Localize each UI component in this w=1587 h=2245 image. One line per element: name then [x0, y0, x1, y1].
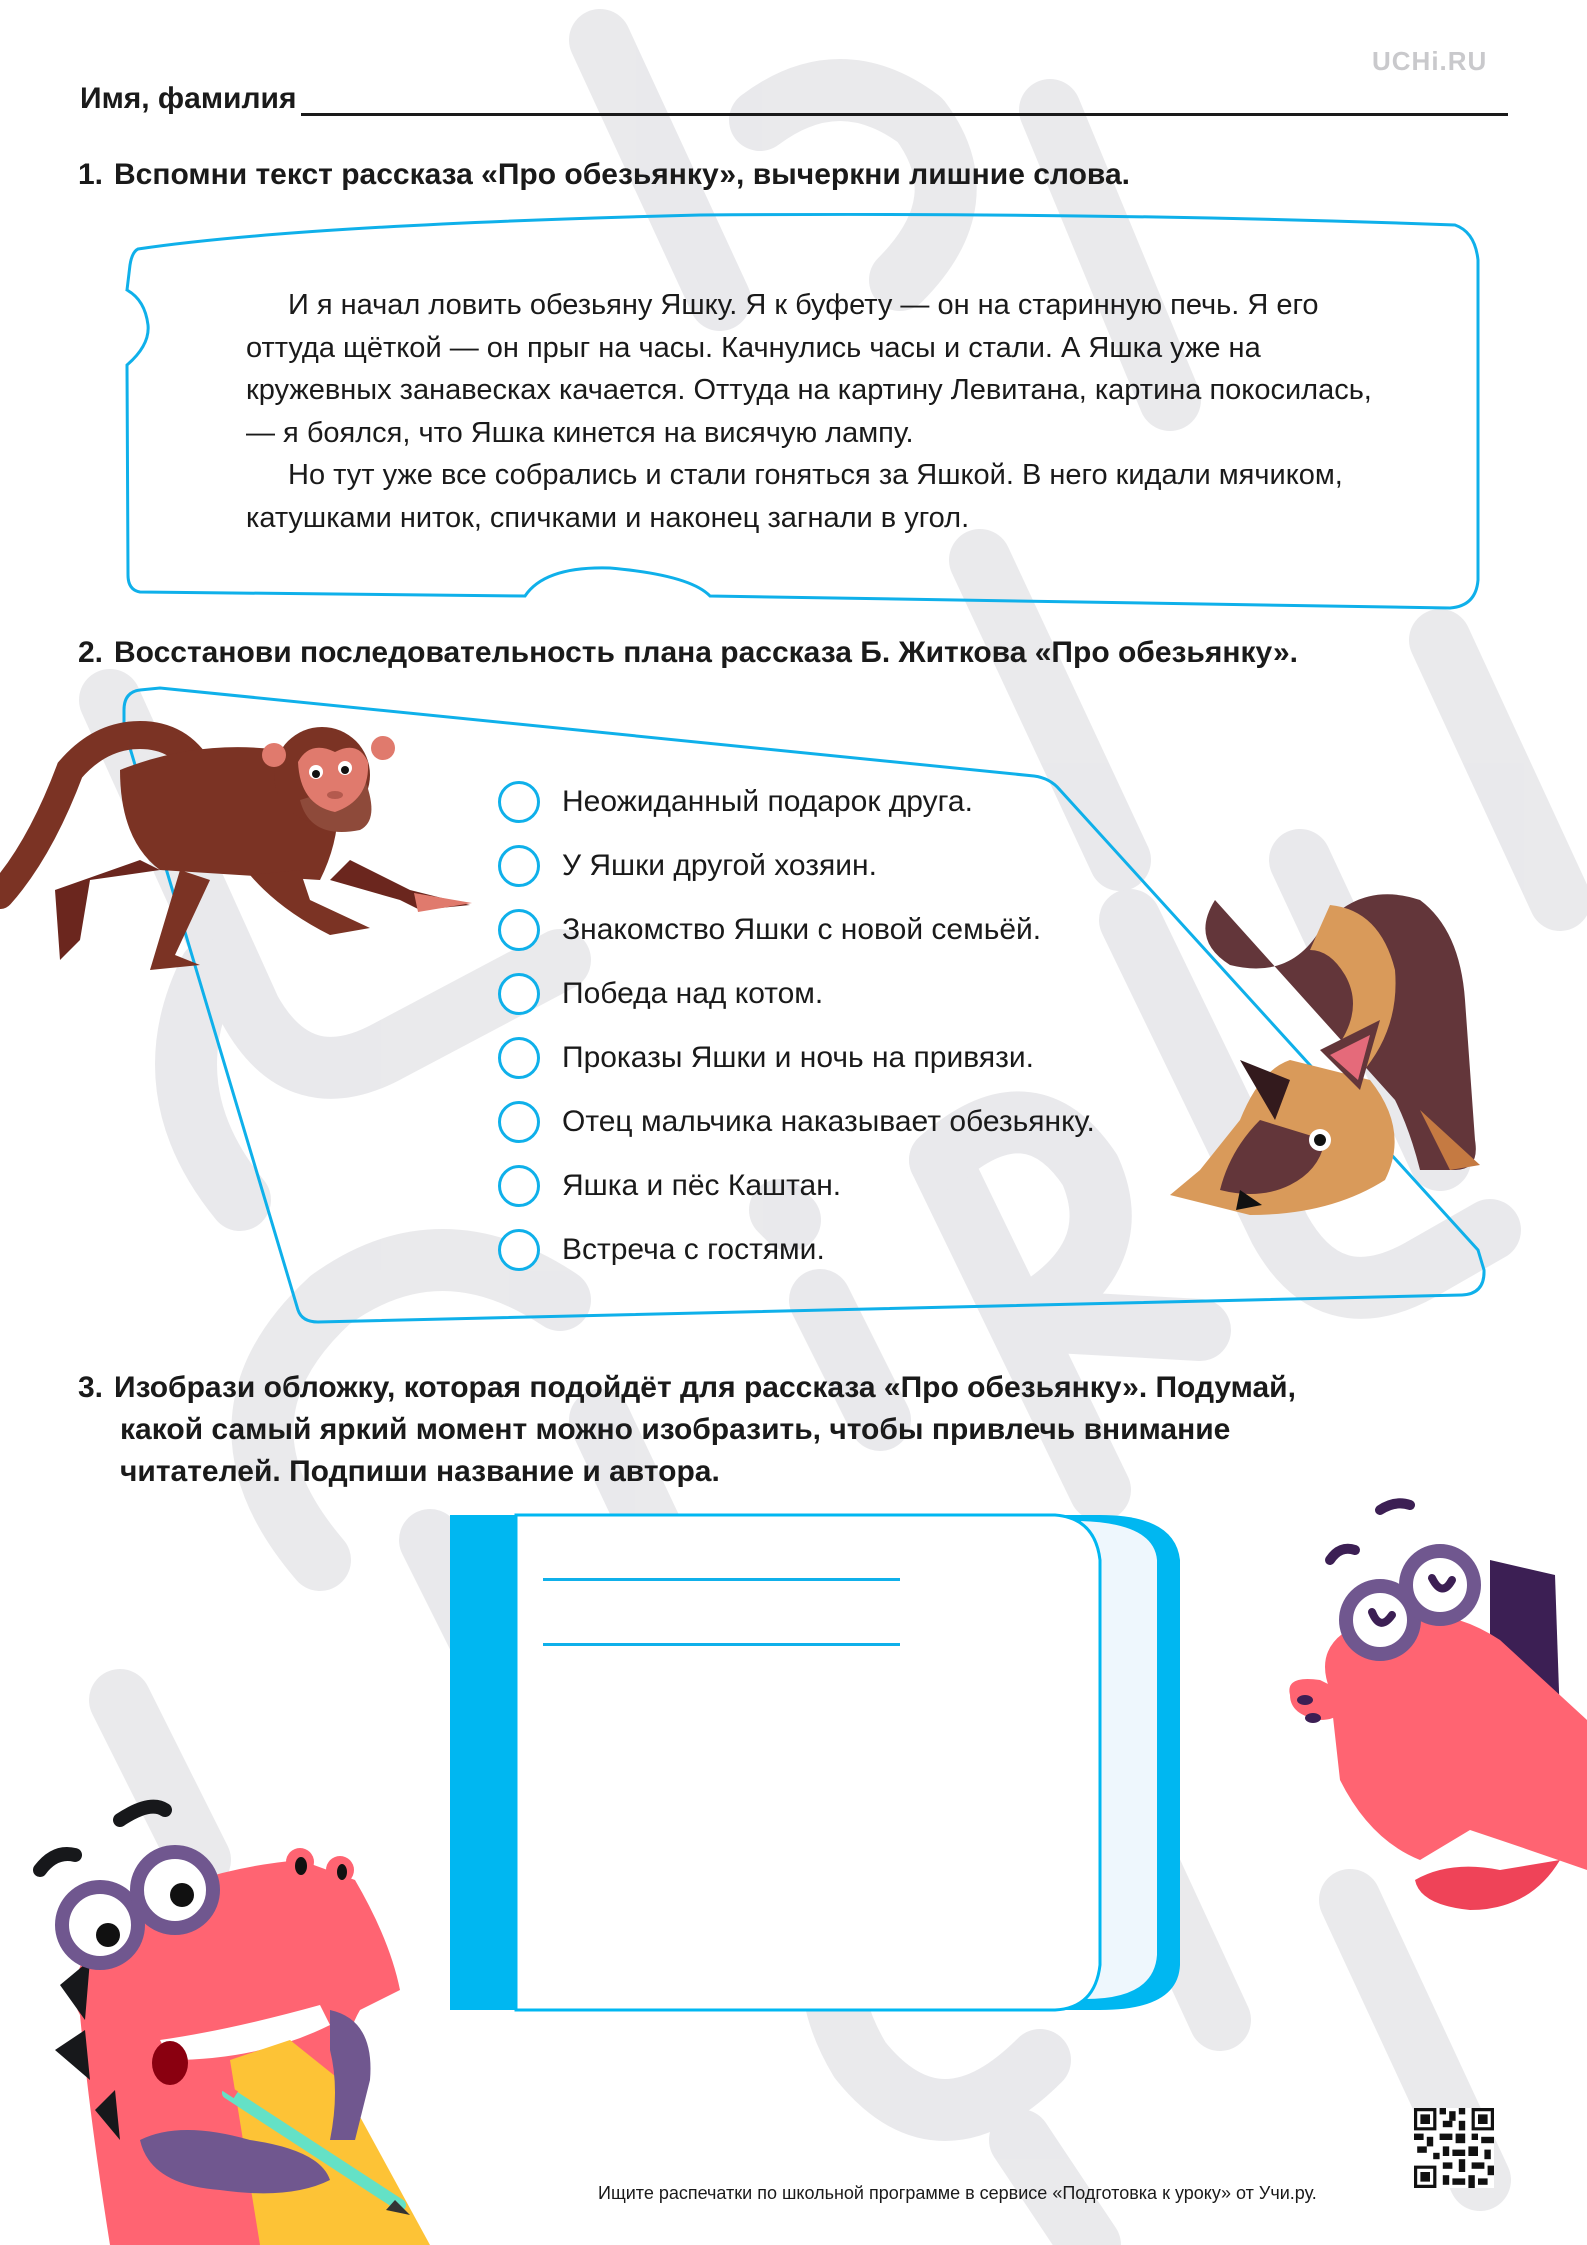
qr-code-icon	[1414, 2108, 1494, 2188]
plan-item-label: Победа над котом.	[562, 977, 824, 1010]
task1-title	[78, 154, 1130, 196]
plan-item-label: Яшка и пёс Каштан.	[562, 1169, 842, 1202]
task1-passage[interactable]	[246, 284, 1396, 539]
plan-item	[498, 770, 1095, 834]
task3-title-line1: Изобрази обложку, которая подойдёт для рассказа «Про обезьянку». Подумай,	[114, 1371, 1296, 1404]
plan-item-label: У Яшки другой хозяин.	[562, 849, 877, 882]
plan-item	[498, 898, 1095, 962]
task1-number: 1.	[78, 158, 104, 191]
order-circle-input[interactable]	[498, 1229, 540, 1271]
plan-item-label: Знакомство Яшки с новой семьёй.	[562, 913, 1042, 946]
plan-item	[498, 1090, 1095, 1154]
plan-list	[498, 770, 1095, 1282]
plan-item	[498, 1154, 1095, 1218]
plan-item	[498, 1026, 1095, 1090]
order-circle-input[interactable]	[498, 1165, 540, 1207]
task2-title-text: Восстанови последовательность плана рассказа Б. Житкова «Про обезьянку».	[114, 636, 1298, 669]
order-circle-input[interactable]	[498, 781, 540, 823]
name-field-row	[80, 82, 1508, 116]
plan-item-label: Проказы Яшки и ночь на привязи.	[562, 1041, 1034, 1074]
plan-item	[498, 834, 1095, 898]
plan-item	[498, 1218, 1095, 1282]
task3-title-line2: какой самый яркий момент можно изобразить, чтобы привлечь внимание	[120, 1413, 1231, 1446]
footer-text: Ищите распечатки по школьной программе в сервисе «Подготовка к уроку» от Учи.ру.	[598, 2183, 1317, 2203]
book-drawing-area[interactable]	[520, 1660, 1090, 2005]
book-author-line[interactable]	[543, 1643, 900, 1646]
order-circle-input[interactable]	[498, 1101, 540, 1143]
plan-item-label: Неожиданный подарок друга.	[562, 785, 973, 818]
task3-number: 3.	[78, 1371, 104, 1404]
uchi-logo: UCHi.RU	[1372, 46, 1488, 76]
passage-paragraph[interactable]: Но тут уже все собрались и стали гоняться за Яшкой. В него кидали мячиком, катушками ниток, спичками и наконец загнали в угол.	[246, 459, 1343, 534]
order-circle-input[interactable]	[498, 973, 540, 1015]
task2-number: 2.	[78, 636, 104, 669]
order-circle-input[interactable]	[498, 1037, 540, 1079]
task3-title-line3: читателей. Подпиши название и автора.	[120, 1455, 720, 1488]
task1-title-text: Вспомни текст рассказа «Про обезьянку», вычеркни лишние слова.	[114, 158, 1130, 191]
book-title-line[interactable]	[543, 1578, 900, 1581]
plan-item-label: Отец мальчика наказывает обезьянку.	[562, 1105, 1095, 1138]
order-circle-input[interactable]	[498, 909, 540, 951]
passage-paragraph[interactable]: И я начал ловить обезьяну Яшку. Я к буфету — он на старинную печь. Я его оттуда щёткой — он прыг на часы. Качнулись часы и стали. А Яшка уже на кружевных занавесках качается. Оттуда на картину Левитана, картина покосилась, — я боялся, что Яшка кинется на висячую лампу.	[246, 289, 1372, 449]
name-input-line[interactable]	[301, 85, 1508, 116]
task2-title	[78, 632, 1298, 674]
name-label: Имя, фамилия	[80, 82, 297, 115]
plan-item-label: Встреча с гостями.	[562, 1233, 825, 1266]
task3-title	[78, 1367, 1518, 1493]
order-circle-input[interactable]	[498, 845, 540, 887]
plan-item	[498, 962, 1095, 1026]
